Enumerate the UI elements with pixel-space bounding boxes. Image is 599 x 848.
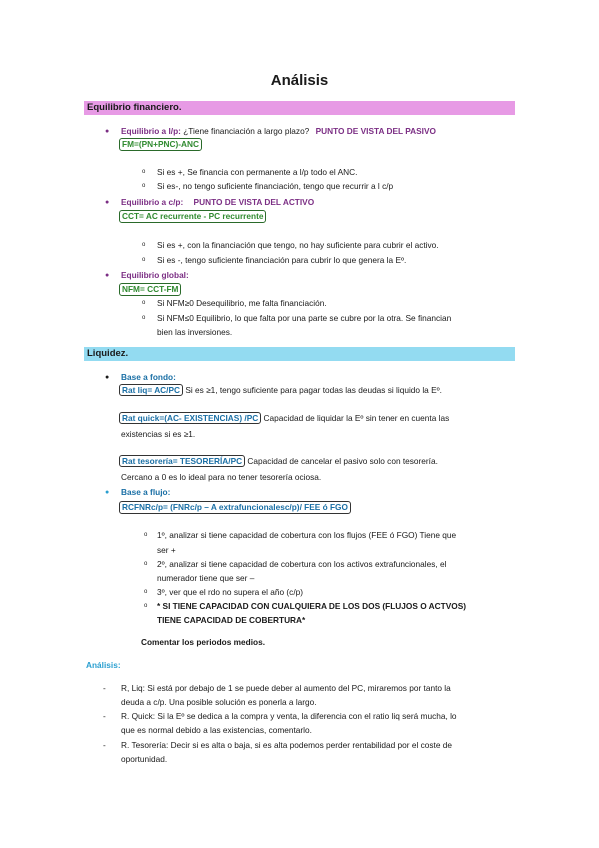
circle-bullet-icon: o	[144, 561, 148, 567]
pov-pasivo: PUNTO DE VISTA DEL PASIVO	[315, 126, 436, 136]
step3: 3º, ver que el rdo no supera el año (c/p)	[157, 587, 304, 597]
bullet-icon: ●	[105, 272, 110, 279]
formula-nfm: NFM= CCT-FM	[119, 283, 181, 296]
comment-periodos: Comentar los periodos medios.	[141, 637, 266, 647]
analisis-tesoreria-line1: R. Tesorería: Decir si es alta o baja, si es alta podemos perder rentabilidad por el coste de	[121, 740, 452, 750]
dash-icon: -	[103, 740, 106, 750]
rat-liq-text: Si es ≥1, tengo suficiente para pagar todas las deudas si liquido la Eº.	[183, 385, 442, 395]
rat-quick-text: Capacidad de liquidar la Eº sin tener en cuenta las	[261, 413, 450, 423]
fm-negative-text: Si es-, no tengo suficiente financiación, tengo que recurrir a l c/p	[157, 181, 394, 191]
cct-positive-text: Si es +, con la financiación que tengo, no hay suficiente para cubrir el activo.	[157, 240, 439, 250]
formula-rat-quick: Rat quick=(AC- EXISTENCIAS) /PC	[119, 412, 261, 424]
circle-bullet-icon: o	[142, 183, 146, 189]
rat-tesoreria-text: Capacidad de cancelar el pasivo solo con tesorería.	[245, 456, 438, 466]
dash-icon: -	[103, 711, 106, 721]
step2-line2: numerador tiene que ser –	[157, 573, 255, 583]
rat-quick-text-line2: existencias si es ≥1.	[121, 429, 196, 439]
bullet-icon: ●	[105, 128, 110, 135]
nfm-positive-text: Si NFM≥0 Desequilibrio, me falta financiación.	[157, 298, 327, 308]
analisis-quick-line1: R. Quick: Si la Eº se dedica a la compra y venta, la diferencia con el ratio liq será mucha, lo	[121, 711, 457, 721]
nfm-negative-text-line2: bien las inversiones.	[157, 327, 233, 337]
analisis-header: Análisis:	[86, 660, 121, 670]
nfm-negative-text-line1: Si NFM≤0 Equilibrio, lo que falta por una parte se cubre por la otra. Se financian	[157, 313, 452, 323]
circle-bullet-icon: o	[142, 315, 146, 321]
analisis-liq-line1: R, Liq: Si está por debajo de 1 se puede deber al aumento del PC, miraremos por tanto la	[121, 683, 451, 693]
section-header-liquidez: Liquidez.	[84, 347, 515, 361]
fm-positive-text: Si es +, Se financia con permanente a l/p todo el ANC.	[157, 167, 358, 177]
label-equilibrio-cp: Equilibrio a c/p:	[121, 197, 184, 207]
formula-fm: FM=(PN+PNC)-ANC	[119, 138, 202, 151]
ratio-quick-row	[119, 413, 449, 424]
bullet-equilibrio-lp	[121, 126, 436, 137]
bullet-icon: ●	[105, 199, 110, 206]
step1-line2: ser +	[157, 545, 176, 555]
cct-negative-text: Si es -, tengo suficiente financiación para cubrir lo que genera la Eº.	[157, 255, 407, 265]
pov-activo: PUNTO DE VISTA DEL ACTIVO	[193, 197, 315, 207]
circle-bullet-icon: o	[142, 242, 146, 248]
circle-bullet-icon: o	[142, 257, 146, 263]
circle-bullet-icon: o	[142, 169, 146, 175]
bullet-icon: ●	[105, 489, 110, 496]
analisis-quick-line2: que es normal debido a las existencias, comentarlo.	[121, 725, 312, 735]
formula-cct: CCT= AC recurrente - PC recurrente	[119, 210, 266, 223]
analisis-tesoreria-line2: oportunidad.	[121, 754, 168, 764]
analisis-liq-line2: deuda a c/p. Una posible solución es ponerla a largo.	[121, 697, 317, 707]
ratio-tesoreria-row	[119, 456, 438, 467]
page-title: Análisis	[270, 72, 329, 89]
label-equilibrio-lp: Equilibrio a l/p:	[121, 126, 181, 136]
rat-tesoreria-text-line2: Cercano a 0 es lo ideal para no tener tesorería ociosa.	[121, 472, 322, 482]
note-line1: * SI TIENE CAPACIDAD CON CUALQUIERA DE LOS DOS (FLUJOS O ACTVOS)	[157, 601, 466, 611]
note-line2: TIENE CAPACIDAD DE COBERTURA*	[157, 615, 306, 625]
dash-icon: -	[103, 683, 106, 693]
formula-rat-liq: Rat liq= AC/PC	[119, 384, 183, 396]
bullet-equilibrio-cp	[121, 197, 314, 208]
step2-line1: 2º, analizar si tiene capacidad de cobertura con los activos extrafuncionales, el	[157, 559, 447, 569]
circle-bullet-icon: o	[144, 532, 148, 538]
label-base-flujo: Base a flujo:	[121, 487, 171, 497]
ratio-liquidez-row	[119, 385, 442, 396]
formula-rcfnr: RCFNRc/p= (FNRc/p – A extrafuncionalesc/p)/ FEE ó FGO	[119, 501, 351, 514]
step1-line1: 1º, analizar si tiene capacidad de cobertura con los flujos (FEE ó FGO) Tiene que	[157, 530, 457, 540]
circle-bullet-icon: o	[144, 603, 148, 609]
formula-rat-tesoreria: Rat tesorería= TESORERÍA/PC	[119, 455, 245, 467]
circle-bullet-icon: o	[144, 589, 148, 595]
bullet-icon: ●	[105, 374, 110, 381]
label-equilibrio-global: Equilibrio global:	[121, 270, 189, 280]
circle-bullet-icon: o	[142, 300, 146, 306]
label-base-fondo: Base a fondo:	[121, 372, 176, 382]
question-text: ¿Tiene financiación a largo plazo?	[180, 126, 310, 136]
section-header-equilibrio: Equilibrio financiero.	[84, 101, 515, 115]
